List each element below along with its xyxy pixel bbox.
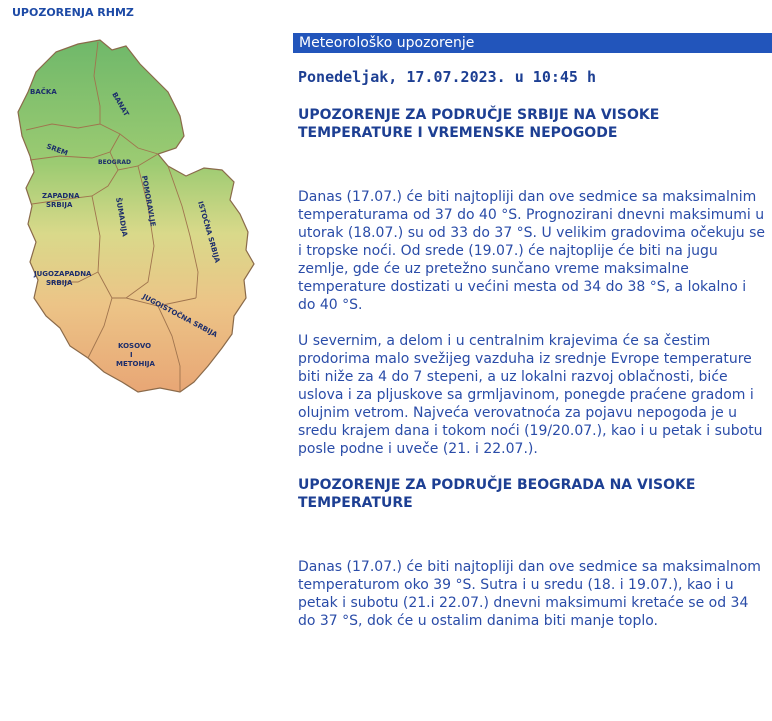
region-label-sumadija: ŠUMADIJA bbox=[114, 196, 129, 238]
warning-date: Ponedeljak, 17.07.2023. u 10:45 h bbox=[298, 68, 597, 86]
region-label-banat: BANAT bbox=[110, 91, 131, 118]
region-label-zapadna-2: SRBIJA bbox=[46, 201, 73, 209]
region-label-kosovo-3: METOHIJA bbox=[116, 360, 155, 368]
region-label-zapadna-1: ZAPADNA bbox=[42, 192, 80, 200]
region-label-pomoravlje: POMORAVLJE bbox=[140, 174, 157, 228]
region-label-kosovo-1: KOSOVO bbox=[118, 342, 152, 350]
site-title[interactable]: UPOZORENJA RHMZ bbox=[12, 6, 134, 19]
region-label-jugozapadna-1: JUGOZAPADNA bbox=[34, 270, 92, 278]
paragraph-serbia-2: U severnim, a delom i u centralnim krajevima će sa čestim prodorima malo svežijeg vazduha iz srednje Evrope temperature biti niže za 4 do 7 stepeni, a uz lokalni razvoj oblačnosti, biće uslova i za pljuskove sa grmljavinom, ponegde praćene gradom i olujnim vetrom. Najveća verovatnoća za pojavu nepogoda je u sredu krajem dana i tokom noći (19/20.07.), kao i u petak i subotu posle podne i uveče (21. i 22.07.). bbox=[298, 333, 763, 457]
region-label-srem: SREM bbox=[45, 142, 69, 158]
paragraph-belgrade-1: Danas (17.07.) će biti najtopliji dan ove sedmice sa maksimalnom temperaturom oko 39 °S. Sutra i u sredu (18. i 19.07.), kao i u petak i subotu (21.i 22.07.) dnevni maksimumi kretaće se od 34 do 37 °S, dok će u ostalim danima biti manje toplo. bbox=[298, 559, 761, 629]
warning-content bbox=[298, 68, 768, 630]
region-label-jugoistocna: JUGOISTOČNA SRBIJA bbox=[141, 292, 219, 340]
header-bar: Meteorološko upozorenje bbox=[293, 33, 772, 53]
region-label-backa: BAČKA bbox=[30, 88, 57, 96]
region-label-beograd: BEOGRAD bbox=[98, 159, 131, 166]
section-title-serbia: UPOZORENJE ZA PODRUČJE SRBIJE NA VISOKE TEMPERATURE I VREMENSKE NEPOGODE bbox=[298, 107, 660, 141]
region-label-jugozapadna-2: SRBIJA bbox=[46, 279, 73, 287]
section-title-belgrade: UPOZORENJE ZA PODRUČJE BEOGRADA NA VISOKE TEMPERATURE bbox=[298, 477, 696, 511]
region-label-istocna: ISTOČNA SRBIJA bbox=[196, 200, 222, 264]
region-label-kosovo-2: I bbox=[130, 351, 133, 359]
paragraph-serbia-1: Danas (17.07.) će biti najtopliji dan ove sedmice sa maksimalnim temperaturama od 37 do 40 °S. Prognozirani dnevni maksimumi u utorak (18.07.) su od 33 do 37 °S. U velikim gradovima očekuju se i tropske noći. Od srede (19.07.) će najtoplije će biti na jugu zemlje, gde će uz pretežno sunčano vreme maksimalne temperature dostizati u većini mesta od 34 do 38 °S, a lokalno i do 40 °S. bbox=[298, 189, 765, 313]
serbia-regions-map[interactable] bbox=[8, 36, 268, 400]
